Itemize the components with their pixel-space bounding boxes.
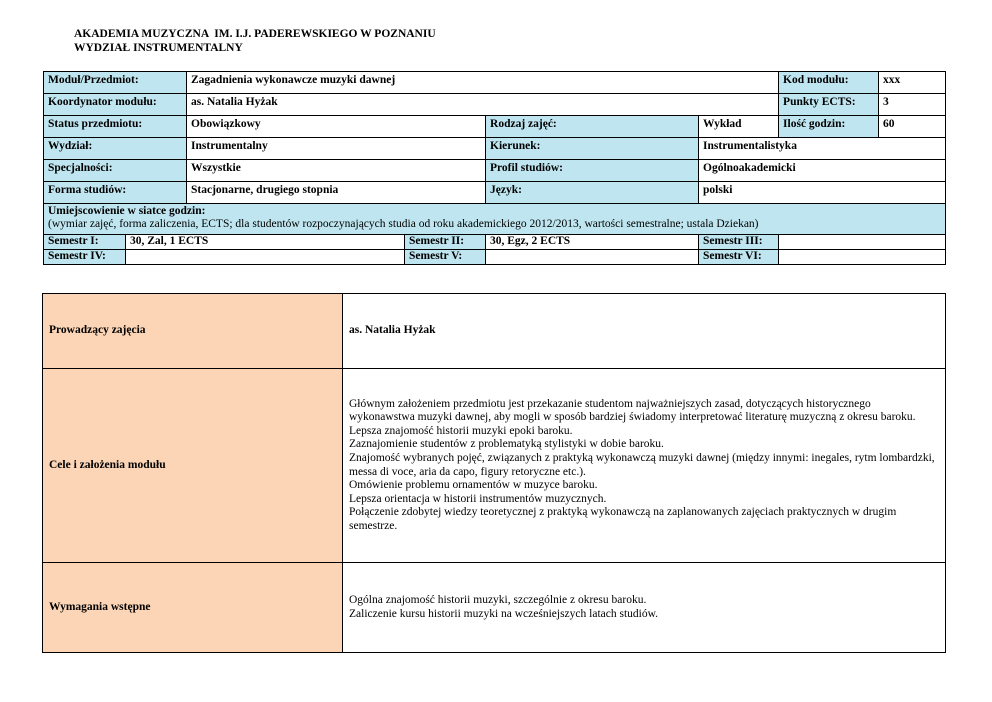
wymagania-value: [343, 563, 946, 653]
siatka-note: (wymiar zajęć, forma zaliczenia, ECTS; dla studentów rozpoczynających studia od roku akademickiego 2012/2013, wartości semestralne; ustala Dziekan): [48, 218, 759, 230]
jezyk-label: Język:: [486, 182, 699, 204]
ects-label: Punkty ECTS:: [779, 94, 879, 116]
document-header: [74, 27, 436, 55]
row-modul: [44, 72, 946, 94]
profil-value: Ogólnoakademicki: [699, 160, 946, 182]
cele-label: Cele i założenia modułu: [43, 369, 343, 563]
row-siatka: [44, 204, 946, 235]
specjalnosci-value: Wszystkie: [187, 160, 486, 182]
row-wydzial: [44, 138, 946, 160]
semestr-1-label: Semestr I:: [44, 235, 126, 250]
modul-label: Moduł/Przedmiot:: [44, 72, 187, 94]
semestr-4-value: [126, 250, 405, 265]
kierunek-label: Kierunek:: [486, 138, 699, 160]
forma-label: Forma studiów:: [44, 182, 187, 204]
semestr-6-value: [779, 250, 946, 265]
semestr-5-value: [486, 250, 699, 265]
wymagania-line: Zaliczenie kursu historii muzyki na wcześniejszych latach studiów.: [349, 607, 659, 620]
cele-line: Znajomość wybranych pojęć, związanych z praktyką wykonawczą muzyki dawnej (między innymi: inegales, rytm lombardzki, messa di voce, aria da capo, figury retoryczne etc.).: [349, 451, 935, 478]
semestr-3-value: [779, 235, 946, 250]
faculty-name: WYDZIAŁ INSTRUMENTALNY: [74, 42, 243, 54]
siatka-cell: [44, 204, 946, 235]
semestr-2-label: Semestr II:: [405, 235, 486, 250]
cele-line: Lepsza orientacja w historii instrumentów muzycznych.: [349, 492, 607, 505]
row-specjalnosci: [44, 160, 946, 182]
godzin-value: 60: [879, 116, 946, 138]
semestr-5-label: Semestr V:: [405, 250, 486, 265]
jezyk-value: polski: [699, 182, 946, 204]
cele-line: Omówienie problemu ornamentów w muzyce baroku.: [349, 479, 598, 492]
row-wymagania: [43, 563, 946, 653]
academy-name: AKADEMIA MUZYCZNA IM. I.J. PADEREWSKIEGO W POZNANIU: [74, 28, 436, 40]
wymagania-line: Ogólna znajomość historii muzyki, szczególnie z okresu baroku.: [349, 593, 647, 606]
wydzial-value: Instrumentalny: [187, 138, 486, 160]
modul-value: Zagadnienia wykonawcze muzyki dawnej: [187, 72, 779, 94]
wymagania-label: Wymagania wstępne: [43, 563, 343, 653]
row-prowadzacy: [43, 294, 946, 369]
semestr-3-label: Semestr III:: [699, 235, 779, 250]
koordynator-value: as. Natalia Hyżak: [187, 94, 779, 116]
rodzaj-value: Wykład: [699, 116, 779, 138]
profil-label: Profil studiów:: [486, 160, 699, 182]
ects-value: 3: [879, 94, 946, 116]
semestr-2-value: 30, Egz, 2 ECTS: [486, 235, 699, 250]
kod-label: Kod modułu:: [779, 72, 879, 94]
semestr-4-label: Semestr IV:: [44, 250, 126, 265]
koordynator-label: Koordynator modułu:: [44, 94, 187, 116]
row-semestr-4-6: [44, 250, 946, 265]
siatka-title: Umiejscowienie w siatce godzin:: [48, 205, 206, 217]
cele-line: Zaznajomienie studentów z problematyką stylistyki w dobie baroku.: [349, 438, 664, 451]
kod-value: xxx: [879, 72, 946, 94]
cele-line: Lepsza znajomość historii muzyki epoki baroku.: [349, 424, 573, 437]
row-forma: [44, 182, 946, 204]
prowadzacy-label: Prowadzący zajęcia: [43, 294, 343, 369]
specjalnosci-label: Specjalności:: [44, 160, 187, 182]
status-value: Obowiązkowy: [187, 116, 486, 138]
wydzial-label: Wydział:: [44, 138, 187, 160]
rodzaj-label: Rodzaj zajęć:: [486, 116, 699, 138]
cele-line: Głównym założeniem przedmiotu jest przekazanie studentom najważniejszych zasad, dotyczących historycznego wykonawstwa muzyki dawnej, aby mogli w sposób bardziej świadomy interpretować literaturę muzyczną z okresu baroku.: [349, 397, 916, 424]
row-status: [44, 116, 946, 138]
module-details-table: [42, 293, 946, 653]
cele-line: Połączenie zdobytej wiedzy teoretycznej z praktyką wykonawczą na zaplanowanych zajęciach praktycznych w drugim semestrze.: [349, 506, 897, 532]
cele-value: [343, 369, 946, 563]
semestr-6-label: Semestr VI:: [699, 250, 779, 265]
kierunek-value: Instrumentalistyka: [699, 138, 946, 160]
row-semestr-1-3: [44, 235, 946, 250]
row-cele: [43, 369, 946, 563]
forma-value: Stacjonarne, drugiego stopnia: [187, 182, 486, 204]
godzin-label: Ilość godzin:: [779, 116, 879, 138]
status-label: Status przedmiotu:: [44, 116, 187, 138]
module-info-table: [43, 71, 946, 265]
row-koordynator: [44, 94, 946, 116]
prowadzacy-value: as. Natalia Hyżak: [343, 294, 946, 369]
semestr-1-value: 30, Zal, 1 ECTS: [126, 235, 405, 250]
